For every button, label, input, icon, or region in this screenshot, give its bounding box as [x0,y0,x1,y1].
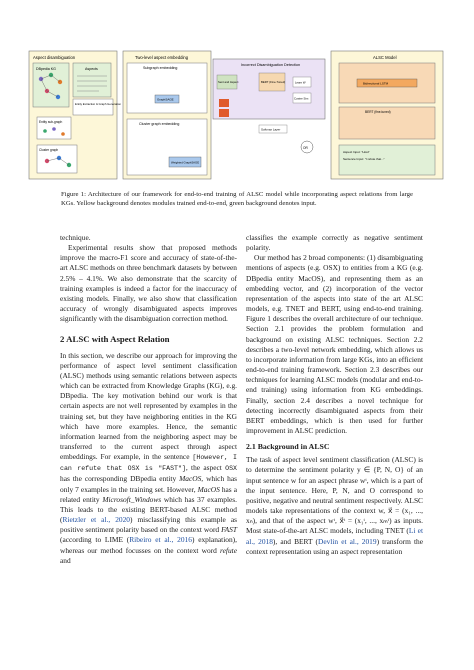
sentence-input-label: Sentence Input: "I refute that..." [343,157,385,161]
citation-link[interactable]: Ribeiro et al., 2016 [129,535,192,545]
architecture-figure [27,49,447,182]
paragraph: technique. [60,233,91,242]
subsection-heading: 2.1 Background in ALSC [246,442,330,452]
or-label: OR [303,146,308,150]
subgraph-embedding-label: Subgraph embedding [143,66,178,70]
aspects-label: Aspects [85,67,98,71]
code-span: OSX [225,465,237,473]
cosine-sim-label: Cosine Sim [294,96,309,101]
paragraph: classifies the example correctly as negative sentiment polarity. [246,233,423,253]
paragraph: The task of aspect level sentiment classification (ALSC) is to determine the sentiment polarity y ∈ {P, N, O} of an input sentence w for an aspect phrase wᵗ, which is a part of the input sentence. Here, P, N, and O correspond to positive, negative and neutral sentiment respectively. ALSC models take representations of the context w, x⃗ = (x₁, ..., xₙ), and that of the aspect wᵗ, x⃗ᵗ = (x₁ᵗ, ..., xₘᵗ) as inputs. Most state-of-the-art ALSC models, including TNET (Li et al., 2018), and BERT (Devlin et al., 2019) transform the context representation using an aspect representation [246,455,423,556]
citation-link[interactable]: Rietzler et al., 2020 [62,515,130,525]
citation-link[interactable]: Li et al., 2018 [246,526,423,546]
paragraph: Experimental results show that proposed methods improve the macro-F1 score and accuracy of state-of-the-art ALSC methods on three benchmark datasets by between 2.5% – 4.1%. We also demonstrate that the scarcity of training examples is indeed a factor for the inaccuracy of existing models. Finally, we also show that classification accuracy of wrongly disambiguated aspects improves significantly with the disambiguation correction method. [60,243,237,324]
code-span: [However, I can refute that OSX is "FAST"] [60,454,237,473]
bert-finetuned-label: BERT (Fine-Tuned) [261,80,286,84]
entity-subgraph-label: Entity sub-graph [39,120,63,124]
graphsage-label: GraphSAGE [157,97,174,102]
alsc-model-label: ALSC Model [373,55,397,60]
cluster-embedding-label: Cluster graph embedding [139,122,180,126]
concat-marker-2 [219,109,229,117]
section-heading: 2 ALSC with Aspect Relation [60,334,170,345]
aspect-input-label: Aspect Input: "Host" [343,150,370,154]
softmax-label: Softmax Layer [261,127,281,132]
two-level-label: Two-level aspect embedding [135,55,189,60]
left-column [60,233,237,566]
dbpedia-kg-label: DBpedia KG [36,67,56,71]
cluster-graph-label: Cluster graph [39,148,59,152]
paragraph: Our method has 2 broad components: (1) disambiguating mentions of aspects (e.g. OSX) to entities from a KG (e.g. DBpedia entity MacOS), and representing them as an embedding vector, and (2) incorporation of the vector representation of the aspects into state of the art ALSC models, e.g. TNET and BERT, using end-to-end training. Figure 1 describes the overall architecture of our technique. Section 2.1 provides the problem formulation and background on existing ALSC techniques. Section 2.2 describes a two-level network embedding, which allows us to incorporate information from large KGs, into an efficient end-to-end training framework. Section 2.3 describes our techniques for learning ALSC models (modular and end-to-end training) using information from KG embeddings. Finally, section 2.4 describes a novel technique for detecting incorrectly disambiguated aspects from their BERT embeddings, which is then used for further improvement in ALSC prediction. [246,253,423,435]
aspect-disambiguation-label: Aspect disambiguation [33,55,76,60]
entity-extraction-label: Entity Extraction & Graph Generation [75,102,122,106]
paragraph: In this section, we describe our approach for improving the performance of aspect level sentiment classification (ALSC) methods using semantic relations between aspects which can be extracted from Knowledge Graphs (KG), e.g. DBpedia. The key motivation behind our work is that certain aspects are not well represented by examples in the training set, but they have neighboring entities in the KG which have more examples. Hence, the semantic information learned from the neighboring aspect may be transferred to the current aspect through aspect embeddings. For example, in the sentence [However, I can refute that OSX is "FAST"], the aspect OSX has the corresponding DBpedia entity MacOS, which has only 7 examples in the training set. However, MacOS has a related entity Microsoft_Windows which has 37 examples. This leads to the existing BERT-based ALSC method (Rietzler et al., 2020) misclassifying this example as positive sentiment polarity based on the context word FAST (according to LIME (Ribeiro et al., 2016) explanation), whereas our method focusses on the context word refute and [60,350,238,565]
sent-aspect-label: Sent and Aspect [218,80,239,84]
figure-caption: Figure 1: Architecture of our framework for end-to-end training of ALSC model while incorporating aspect relations from large KGs. Yellow background denotes modules trained end-to-end, green background denotes input. [61,191,413,208]
incorrect-detection-label: Incorrect Disambiguation Detection [241,63,301,67]
concat-marker [219,99,229,107]
subgraph-embedding-box [127,63,207,113]
right-column [246,233,423,557]
learn-w-label: Learn W [295,80,306,85]
weighted-graphsage-label: Weighted GraphSAGE [171,160,200,165]
architecture-diagram [27,49,447,182]
bert-finetuned-right-label: BERT (fine-tuned) [365,110,391,114]
bilstm-label: Bidirectional LSTM [363,81,389,86]
citation-link[interactable]: Devlin et al., 2019 [317,536,377,546]
